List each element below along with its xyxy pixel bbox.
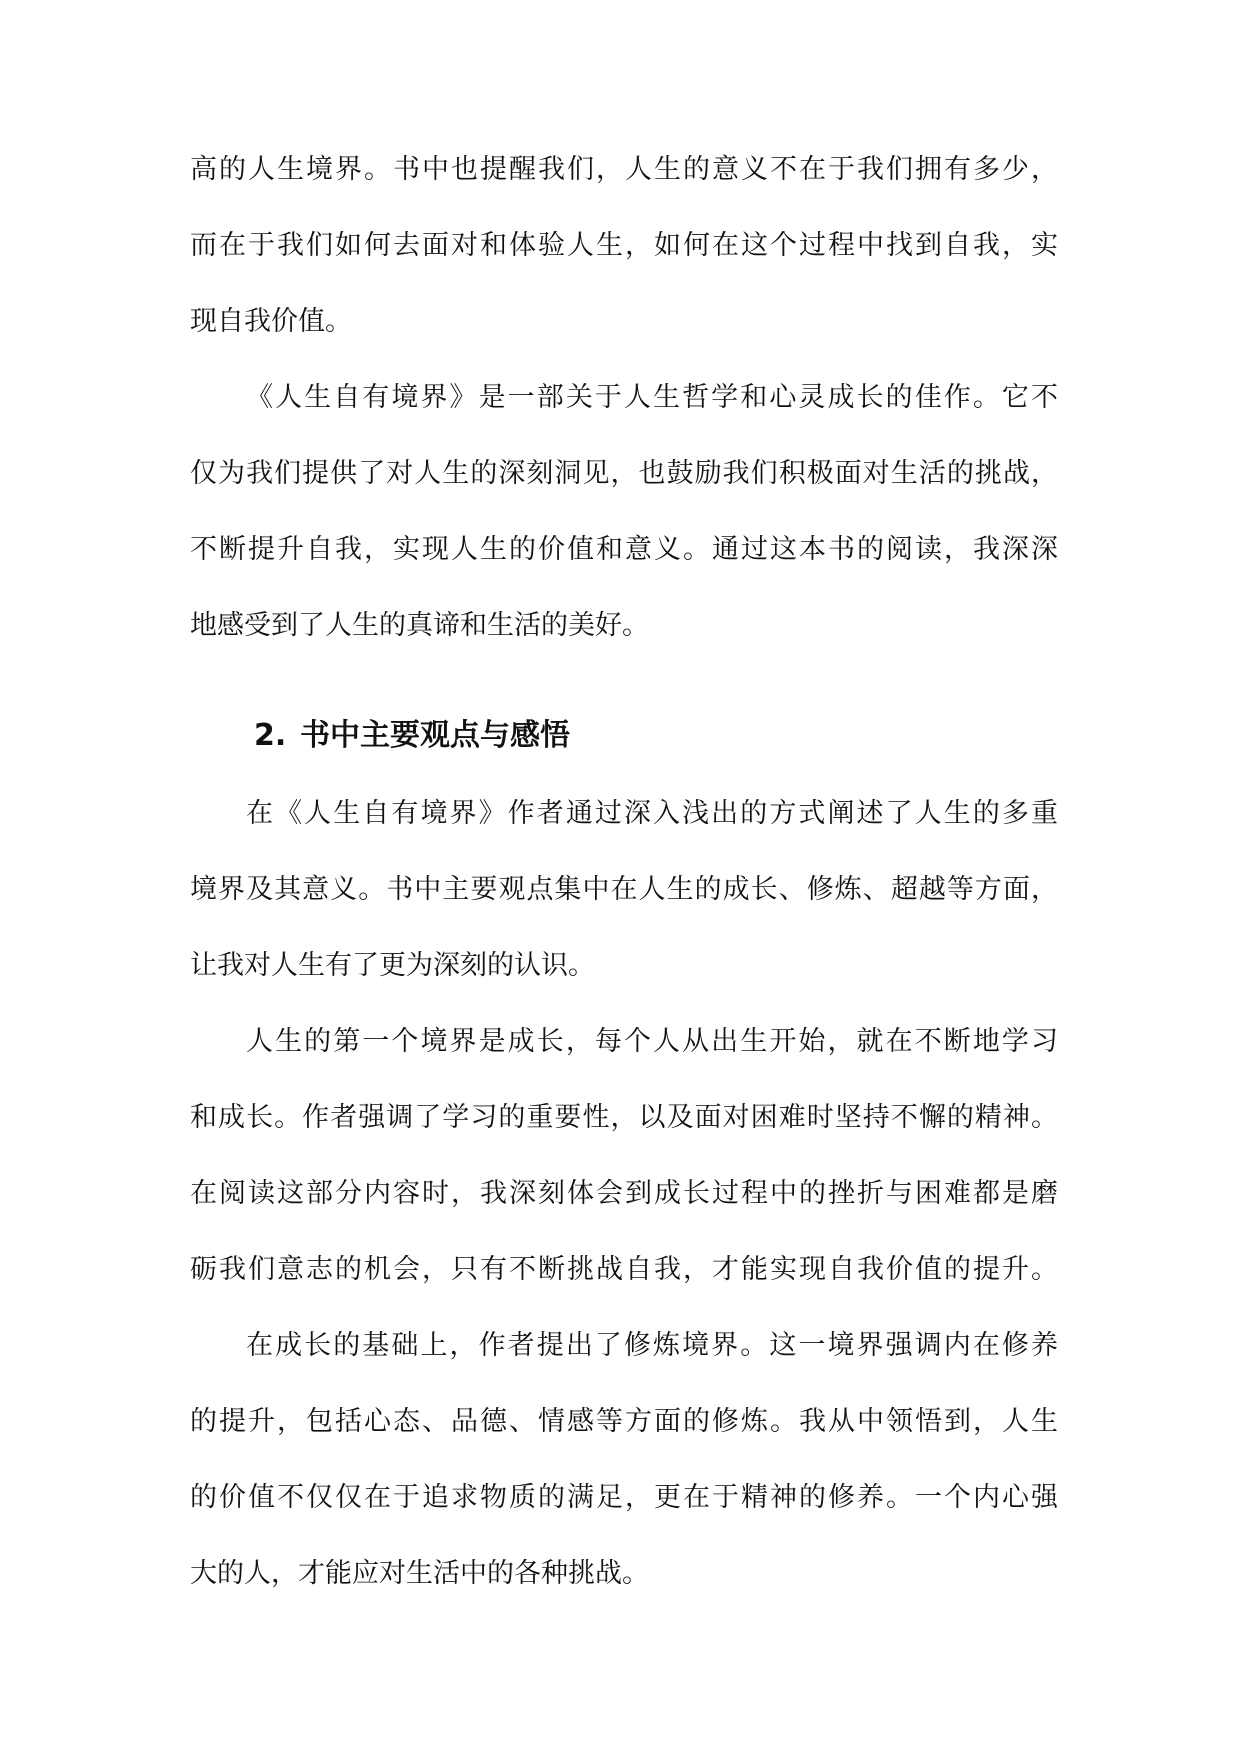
- paragraph-line: 让我对人生有了更为深刻的认识。: [190, 950, 595, 981]
- paragraph-line: 大的人，才能应对生活中的各种挑战。: [190, 1558, 649, 1589]
- paragraph-line: 在《人生自有境界》作者通过深入浅出的方式阐述了人生的多重: [246, 798, 1058, 829]
- paragraph-line: 境界及其意义。书中主要观点集中在人生的成长、修炼、超越等方面，: [190, 874, 1058, 905]
- paragraph-line: 在成长的基础上，作者提出了修炼境界。这一境界强调内在修养: [246, 1330, 1058, 1361]
- section-heading: [254, 706, 570, 766]
- section-number: 2.: [254, 718, 287, 753]
- paragraph-line: 不断提升自我，实现人生的价值和意义。通过这本书的阅读，我深深: [190, 534, 1058, 565]
- paragraph-line: 的提升，包括心态、品德、情感等方面的修炼。我从中领悟到，人生: [190, 1406, 1058, 1437]
- paragraph-line: 《人生自有境界》是一部关于人生哲学和心灵成长的佳作。它不: [246, 382, 1058, 413]
- paragraph-line: 地感受到了人生的真谛和生活的美好。: [190, 610, 649, 641]
- paragraph-line: 人生的第一个境界是成长，每个人从出生开始，就在不断地学习: [246, 1026, 1058, 1057]
- paragraph-line: 砺我们意志的机会，只有不断挑战自我，才能实现自我价值的提升。: [190, 1254, 1058, 1285]
- paragraph-line: 仅为我们提供了对人生的深刻洞见，也鼓励我们积极面对生活的挑战，: [190, 458, 1058, 489]
- paragraph-line: 现自我价值。: [190, 306, 352, 337]
- section-title: 书中主要观点与感悟: [300, 718, 570, 753]
- paragraph-line: 在阅读这部分内容时，我深刻体会到成长过程中的挫折与困难都是磨: [190, 1178, 1058, 1209]
- paragraph-line: 高的人生境界。书中也提醒我们，人生的意义不在于我们拥有多少，: [190, 154, 1058, 185]
- paragraph-line: 的价值不仅仅在于追求物质的满足，更在于精神的修养。一个内心强: [190, 1482, 1058, 1513]
- paragraph-line: 而在于我们如何去面对和体验人生，如何在这个过程中找到自我，实: [190, 230, 1058, 261]
- paragraph-line: 和成长。作者强调了学习的重要性，以及面对困难时坚持不懈的精神。: [190, 1102, 1058, 1133]
